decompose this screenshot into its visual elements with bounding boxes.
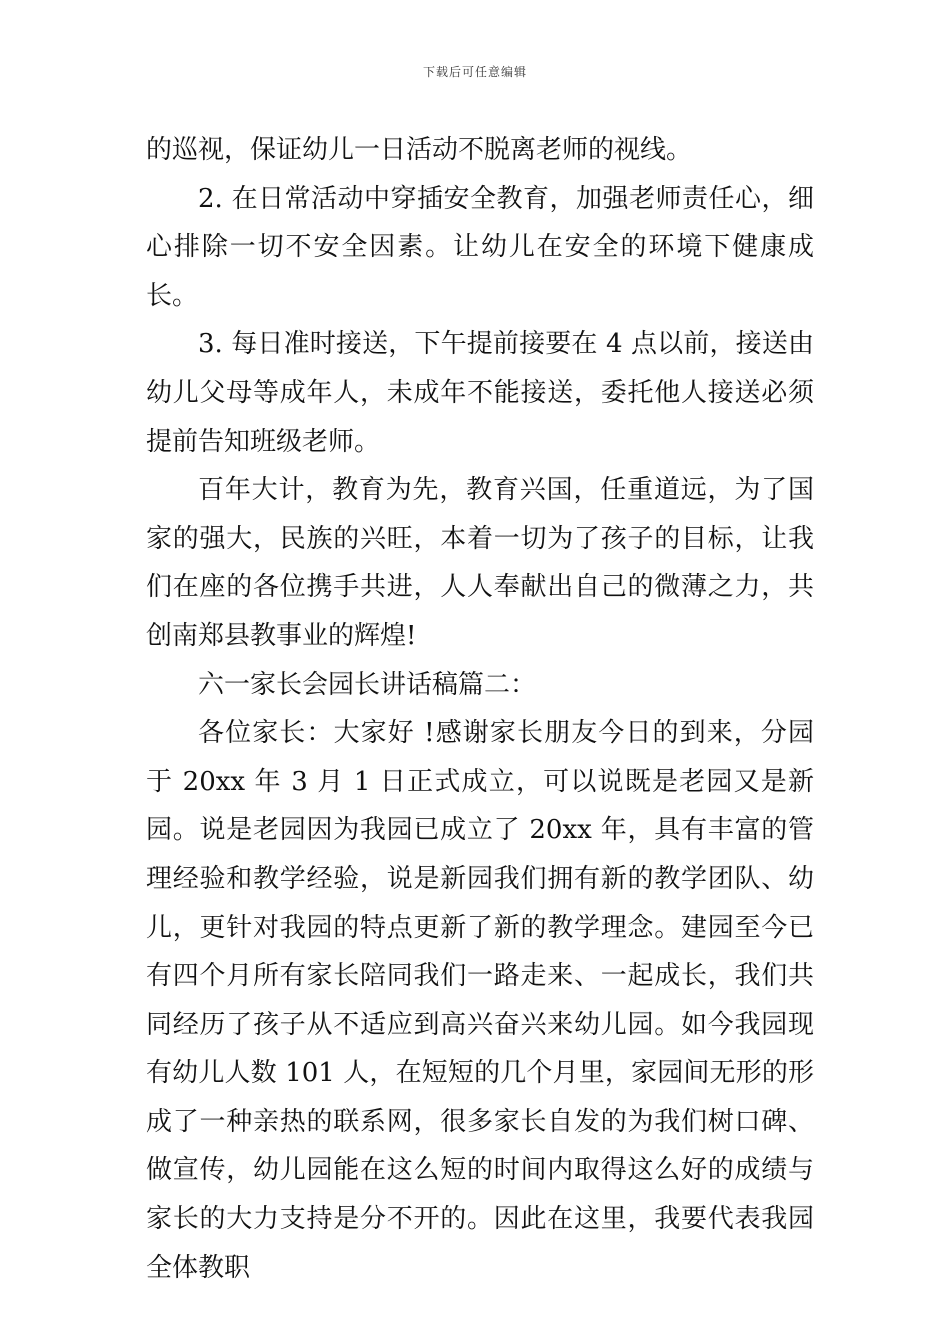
- section-heading: 六一家长会园长讲话稿篇二：: [198, 669, 537, 700]
- paragraph-4: 百年大计，教育为先，教育兴国，任重道远，为了国家的强大，民族的兴旺，本着一切为了孩子的目标，让我们在座的各位携手共进，人人奉献出自己的微薄之力，共创南郑县教事业的辉煌!: [146, 475, 814, 651]
- document-body: [146, 126, 814, 1292]
- paragraph-2: 2. 在日常活动中穿插安全教育，加强老师责任心，细心排除一切不安全因素。让幼儿在安全的环境下健康成长。: [146, 183, 814, 311]
- paragraph-5: 各位家长：大家好 !感谢家长朋友今日的到来，分园于 20xx 年 3 月 1 日正式成立，可以说既是老园又是新园。说是老园因为我园已成立了 20xx 年，具有丰富的管理经验和教学经验，说是新园我们拥有新的教学团队、幼儿，更针对我园的特点更新了新的教学理念。建园至今已有四个月所有家长陪同我们一路走来、一起成长，我们共同经历了孩子从不适应到高兴奋兴来幼儿园。如今我园现有幼儿人数 101 人，在短短的几个月里，家园间无形的形成了一种亲热的联系网，很多家长自发的为我们树口碑、做宣传，幼儿园能在这么短的时间内取得这么好的成绩与家长的大力支持是分不开的。因此在这里，我要代表我园全体教职: [146, 718, 814, 1283]
- page-header: 下载后可任意编辑: [422, 65, 527, 79]
- paragraph-1: 的巡视，保证幼儿一日活动不脱离老师的视线。: [146, 135, 693, 165]
- paragraph-3: 3. 每日准时接送，下午提前接要在 4 点以前，接送由幼儿父母等成年人，未成年不能接送，委托他人接送必须提前告知班级老师。: [146, 329, 814, 457]
